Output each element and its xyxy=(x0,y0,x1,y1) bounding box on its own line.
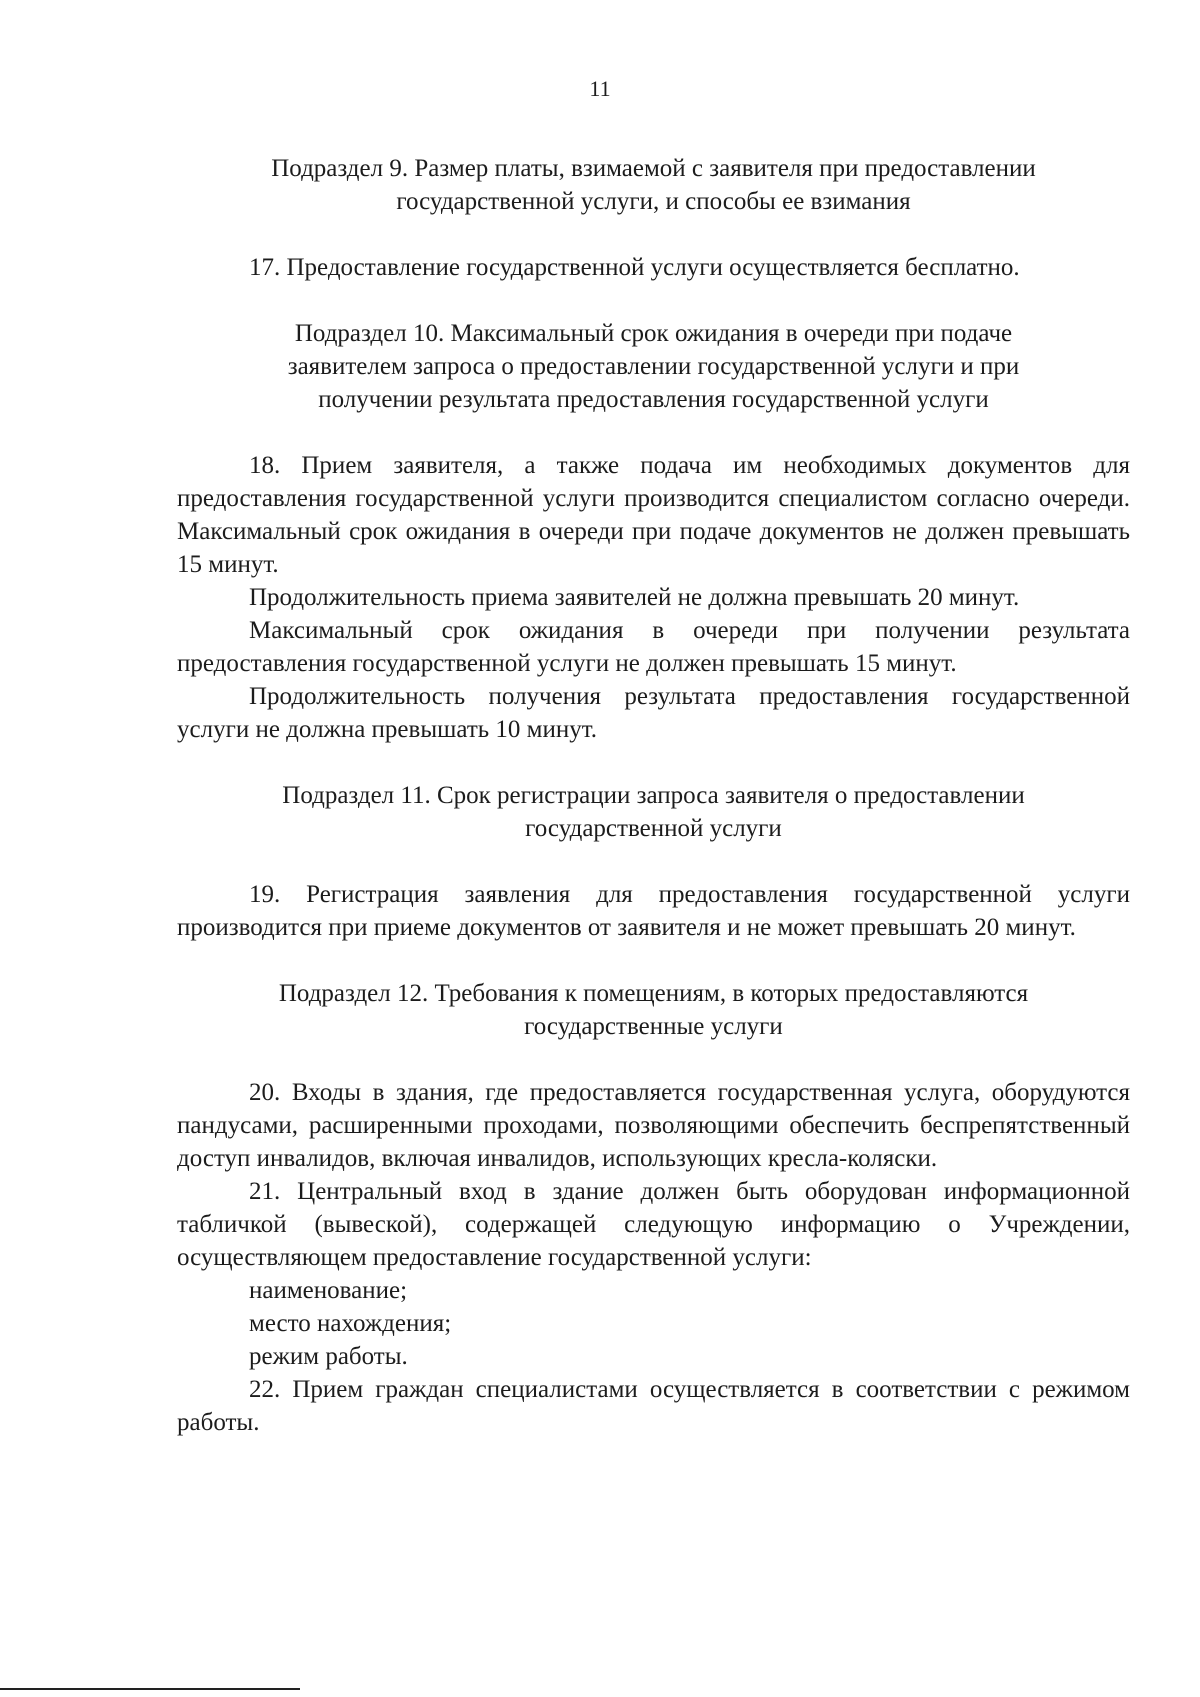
paragraph-19: 19. Регистрация заявления для предоставления государственной услуги производится при приеме документов от заявителя и не может превышать 20 минут. xyxy=(177,881,1130,941)
paragraph-18-result-duration: Продолжительность получения результата предоставления государственной услуги не должна превышать 10 минут. xyxy=(177,683,1130,743)
heading-line: Подраздел 12. Требования к помещениям, в которых предоставляются xyxy=(278,980,1029,1007)
document-body xyxy=(177,152,1130,1439)
heading-line: Подраздел 9. Размер платы, взимаемой с заявителя при предоставлении xyxy=(271,155,1036,182)
paragraph-20: 20. Входы в здания, где предоставляется государственная услуга, оборудуются пандусами, расширенными проходами, позволяющими обеспечить беспрепятственный доступ инвалидов, включая инвалидов, использующих кресла-коляски. xyxy=(177,1079,1130,1172)
paragraph-18-result-wait: Максимальный срок ожидания в очереди при получении результата предоставления государственной услуги не должен превышать 15 минут. xyxy=(177,617,1130,677)
section-heading-10 xyxy=(177,317,1130,416)
list-item-location: место нахождения; xyxy=(249,1310,452,1337)
section-heading-11 xyxy=(177,779,1130,845)
heading-line: заявителем запроса о предоставлении государственной услуги и при xyxy=(287,353,1020,380)
paragraph-17: 17. Предоставление государственной услуги осуществляется бесплатно. xyxy=(249,254,1020,281)
list-item-schedule: режим работы. xyxy=(249,1343,408,1370)
heading-line: Подраздел 10. Максимальный срок ожидания в очереди при подаче xyxy=(294,320,1013,347)
heading-line: Подраздел 11. Срок регистрации запроса заявителя о предоставлении xyxy=(282,782,1025,809)
heading-line: государственной услуги xyxy=(525,815,782,842)
footer-rule xyxy=(0,1688,300,1690)
heading-line: получении результата предоставления государственной услуги xyxy=(318,386,989,413)
paragraph-18-reception-duration: Продолжительность приема заявителей не должна превышать 20 минут. xyxy=(249,584,1020,611)
paragraph-18: 18. Прием заявителя, а также подача им необходимых документов для предоставления государственной услуги производится специалистом согласно очереди. Максимальный срок ожидания в очереди при подаче документов не должен превышать 15 минут. xyxy=(177,452,1130,578)
heading-line: государственные услуги xyxy=(524,1013,783,1040)
list-item-name: наименование; xyxy=(249,1277,408,1304)
section-heading-12 xyxy=(177,977,1130,1043)
section-heading-9 xyxy=(177,152,1130,218)
page-number: 11 xyxy=(589,76,611,101)
paragraph-22: 22. Прием граждан специалистами осуществляется в соответствии с режимом работы. xyxy=(177,1376,1130,1436)
paragraph-21: 21. Центральный вход в здание должен быть оборудован информационной табличкой (вывеской), содержащей следующую информацию о Учреждении, осуществляющем предоставление государственной услуги: xyxy=(177,1178,1130,1271)
heading-line: государственной услуги, и способы ее взимания xyxy=(396,188,911,215)
